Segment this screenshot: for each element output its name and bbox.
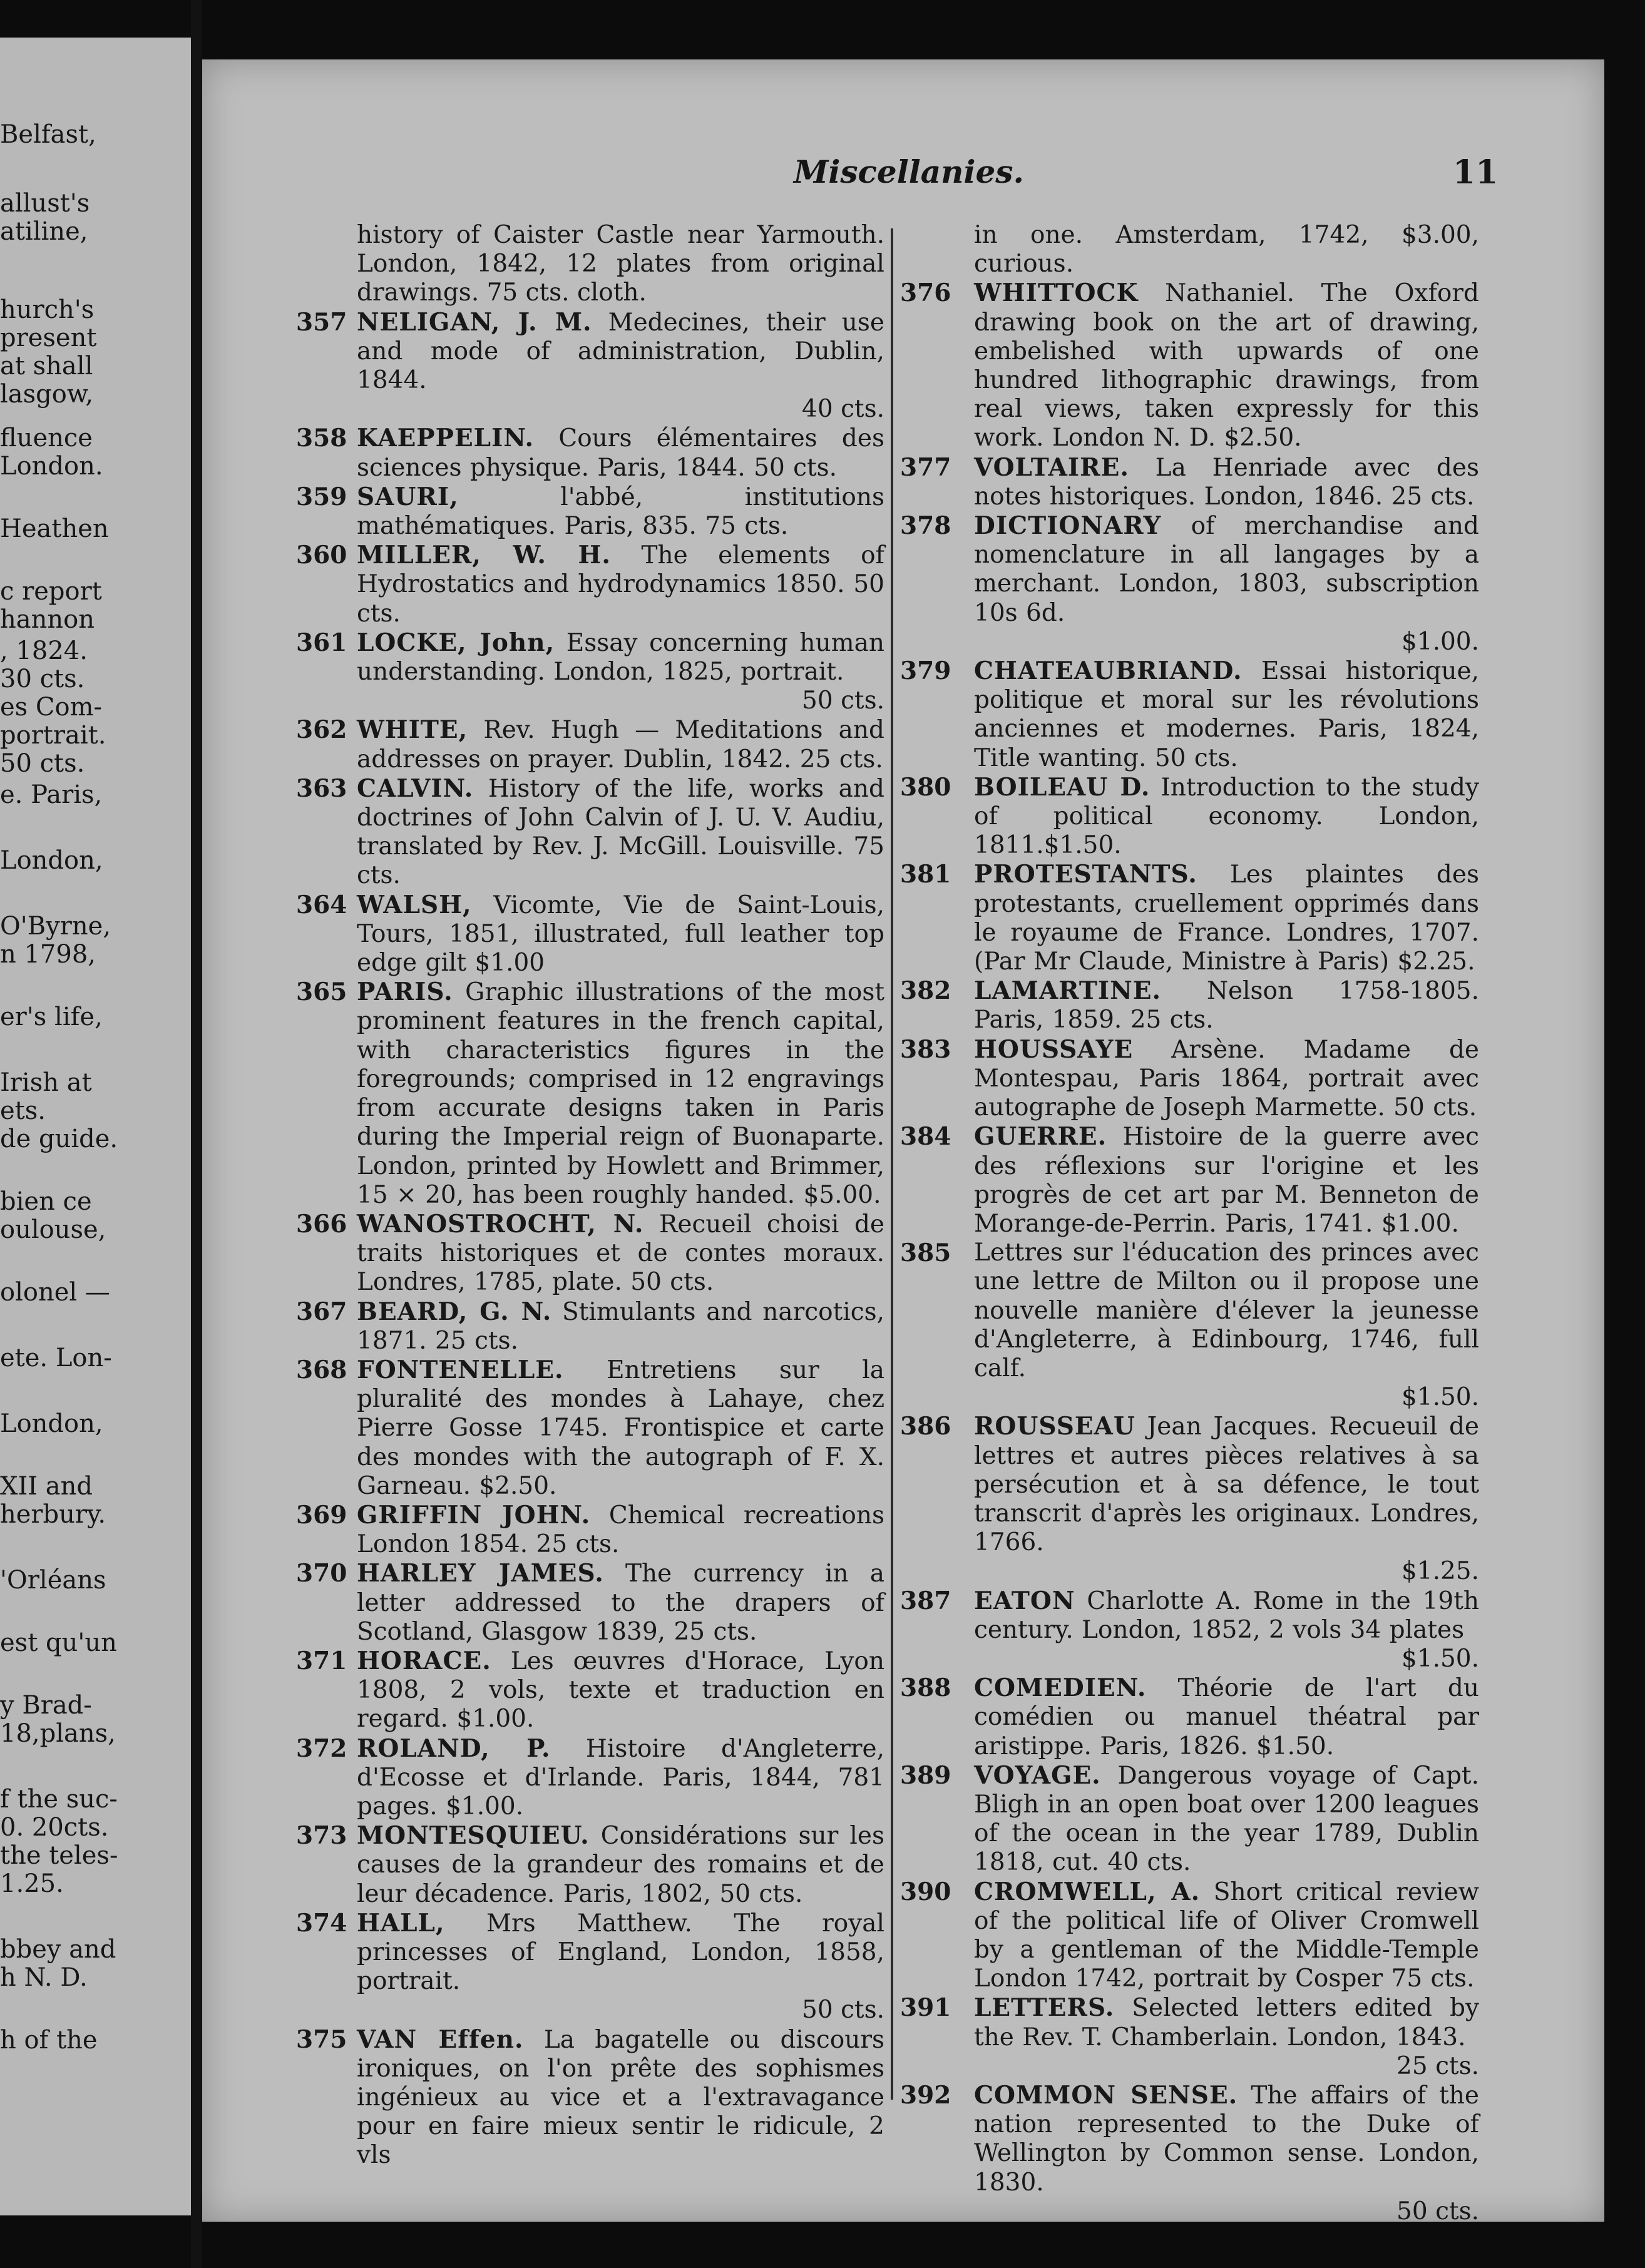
margin-text: the teles- bbox=[0, 1841, 118, 1870]
entry-title: COMEDIEN. bbox=[974, 1673, 1147, 1703]
entry-number: 391 bbox=[900, 1993, 951, 2023]
margin-text: O'Byrne, bbox=[0, 912, 111, 941]
catalogue-entry bbox=[202, 308, 884, 424]
catalogue-entry bbox=[202, 1821, 884, 1909]
entry-title: COMMON SENSE. bbox=[974, 2081, 1238, 2110]
margin-text-fragment bbox=[0, 2025, 191, 2087]
margin-text: Irish at bbox=[0, 1068, 92, 1097]
margin-text: Heathen bbox=[0, 514, 109, 543]
entry-title: HARLEY JAMES. bbox=[357, 1559, 604, 1588]
entry-number: 383 bbox=[900, 1034, 951, 1064]
catalogue-entry bbox=[202, 715, 884, 774]
margin-text-fragment bbox=[0, 939, 191, 1001]
catalogue-entry bbox=[897, 1239, 1479, 1412]
entry-description: Théorie de l'art du comédien ou manuel théatral par aristippe. Paris, 1826. $1.50. bbox=[974, 1674, 1479, 1760]
entry-description: Essay concerning human understanding. London, 1825, portrait. bbox=[357, 628, 884, 687]
catalogue-entry bbox=[897, 1412, 1479, 1586]
entry-body bbox=[974, 453, 1479, 511]
entry-title: MONTESQUIEU. bbox=[357, 1821, 590, 1851]
margin-text: at shall bbox=[0, 352, 93, 381]
entry-description: The elements of Hydrostatics and hydrodynamics 1850. 50 cts. bbox=[357, 541, 884, 628]
margin-text: ets. bbox=[0, 1096, 46, 1125]
entry-body bbox=[357, 2025, 884, 2170]
entry-title: WHITTOCK bbox=[974, 278, 1139, 308]
entry-title: LOCKE, John, bbox=[357, 628, 555, 657]
entry-body bbox=[357, 891, 884, 978]
entry-title: GUERRE. bbox=[974, 1122, 1107, 1152]
catalogue-entry bbox=[202, 1909, 884, 2025]
entry-price: 50 cts. bbox=[802, 1996, 884, 2025]
margin-text-fragment bbox=[0, 1001, 191, 1064]
entry-body bbox=[357, 1501, 884, 1559]
entry-number: 384 bbox=[900, 1122, 951, 1152]
entry-description: Dangerous voyage of Capt. Bligh in an open boat over 1200 leagues of the ocean in the year 1789, Dublin 1818, cut. 40 cts. bbox=[974, 1761, 1479, 1877]
entry-title: CHATEAUBRIAND. bbox=[974, 656, 1243, 686]
entry-number: 368 bbox=[296, 1355, 347, 1384]
entry-number: 382 bbox=[900, 976, 951, 1006]
entry-number: 357 bbox=[296, 307, 347, 337]
entry-body bbox=[974, 976, 1479, 1034]
catalogue-entry bbox=[202, 483, 884, 541]
left-column bbox=[202, 221, 884, 2170]
margin-text-fragment bbox=[0, 119, 191, 181]
margin-text: de guide. bbox=[0, 1125, 118, 1153]
entry-title: BOILEAU D. bbox=[974, 772, 1150, 802]
entry-description: History of the life, works and doctrines of John Calvin of J. U. V. Audiu, translated by Rev. J. McGill. Louisville. 75 cts. bbox=[357, 774, 884, 890]
entry-description: Entretiens sur la pluralité des mondes à Lahaye, chez Pierre Gosse 1745. Frontispice et carte des mondes with the autograph of F. X. Garneau. $2.50. bbox=[357, 1356, 884, 1500]
entry-body bbox=[357, 628, 884, 687]
catalogue-entry bbox=[897, 2081, 1479, 2226]
catalogue-entry bbox=[897, 1761, 1479, 1877]
entry-number: 369 bbox=[296, 1500, 347, 1530]
entry-number: 386 bbox=[900, 1412, 951, 1441]
catalogue-entry bbox=[897, 453, 1479, 511]
margin-text-fragment bbox=[0, 1868, 191, 1931]
margin-text: herbury. bbox=[0, 1500, 106, 1529]
entry-number: 363 bbox=[296, 774, 347, 803]
entry-number: 375 bbox=[296, 2025, 347, 2054]
entry-price: 50 cts. bbox=[802, 687, 884, 715]
margin-text: f the suc- bbox=[0, 1785, 118, 1814]
entry-number: 370 bbox=[296, 1559, 347, 1588]
entry-title: LETTERS. bbox=[974, 1993, 1115, 2023]
entry-description: Charlotte A. Rome in the 19th century. London, 1852, 2 vols 34 plates bbox=[974, 1586, 1479, 1644]
catalogue-entry bbox=[897, 1122, 1479, 1239]
catalogue-entry bbox=[202, 978, 884, 1210]
entry-body bbox=[974, 511, 1479, 628]
entry-title: BEARD, G. N. bbox=[357, 1297, 552, 1326]
catalogue-entry bbox=[202, 1559, 884, 1647]
entry-description: Arsène. Madame de Montespau, Paris 1864, portrait avec autographe de Joseph Marmette. 50 cts. bbox=[974, 1035, 1479, 1122]
catalogue-entry bbox=[202, 1356, 884, 1501]
entry-title: PARIS. bbox=[357, 978, 453, 1007]
entry-body bbox=[357, 1559, 884, 1647]
entry-description: l'abbé, institutions mathématiques. Paris, 835. 75 cts. bbox=[357, 483, 884, 541]
running-head: Miscellanies. bbox=[794, 153, 1024, 190]
entry-number: 378 bbox=[900, 511, 951, 541]
entry-body bbox=[357, 1647, 884, 1734]
entry-description: Stimulants and narcotics, 1871. 25 cts. bbox=[357, 1297, 884, 1355]
entry-description: Mrs Matthew. The royal princesses of England, London, 1858, portrait. bbox=[357, 1909, 884, 1996]
entry-description: Recueil choisi de traits historiques et de contes moraux. Londres, 1785, plate. 50 cts. bbox=[357, 1210, 884, 1297]
entry-body bbox=[357, 1297, 884, 1356]
entry-number: 371 bbox=[296, 1646, 347, 1675]
entry-title: CROMWELL, A. bbox=[974, 1877, 1201, 1906]
catalogue-entry bbox=[897, 1673, 1479, 1761]
margin-text: 1.25. bbox=[0, 1869, 64, 1898]
entry-title: HORACE. bbox=[357, 1646, 491, 1675]
margin-text: London, bbox=[0, 846, 103, 875]
entry-title: ROLAND, P. bbox=[357, 1734, 551, 1763]
right-entry-list bbox=[897, 278, 1479, 2226]
margin-text: lasgow, bbox=[0, 380, 94, 409]
margin-text-fragment bbox=[0, 1277, 191, 1339]
entry-price: $1.50. bbox=[1401, 1383, 1479, 1412]
entry-title: GRIFFIN JOHN. bbox=[357, 1500, 591, 1530]
entry-body bbox=[974, 1673, 1479, 1761]
entry-body bbox=[974, 1993, 1479, 2051]
entry-body bbox=[974, 278, 1479, 452]
margin-text-fragment bbox=[0, 1123, 191, 1186]
catalogue-entry bbox=[202, 774, 884, 891]
catalogue-entry bbox=[202, 891, 884, 978]
margin-text-fragment bbox=[0, 1214, 191, 1277]
entry-title: EATON bbox=[974, 1586, 1075, 1615]
margin-text-fragment bbox=[0, 1718, 191, 1780]
entry-title: HALL, bbox=[357, 1908, 445, 1938]
margin-text: bbey and bbox=[0, 1935, 116, 1964]
entry-body bbox=[357, 1210, 884, 1297]
entry-title: DICTIONARY bbox=[974, 511, 1162, 541]
margin-text: London. bbox=[0, 452, 103, 481]
entry-price: $1.50. bbox=[1401, 1644, 1479, 1673]
catalogue-entry bbox=[202, 1210, 884, 1297]
catalogue-entry bbox=[202, 1734, 884, 1822]
entry-body bbox=[357, 774, 884, 891]
margin-text: h N. D. bbox=[0, 1963, 88, 1992]
left-entry-list bbox=[202, 308, 884, 2170]
margin-text: e. Paris, bbox=[0, 780, 103, 809]
entry-number: 374 bbox=[296, 1908, 347, 1938]
page-header bbox=[202, 153, 1499, 197]
margin-text-fragment bbox=[0, 513, 191, 576]
margin-text: , 1824. bbox=[0, 636, 88, 665]
margin-text-fragment bbox=[0, 1408, 191, 1471]
margin-text: oulouse, bbox=[0, 1215, 106, 1244]
margin-text: XII and bbox=[0, 1472, 93, 1501]
entry-title: VOLTAIRE. bbox=[974, 452, 1129, 482]
margin-text: fluence bbox=[0, 424, 93, 452]
entry-body bbox=[974, 1586, 1479, 1645]
entry-description: Histoire d'Angleterre, d'Ecosse et d'Irlande. Paris, 1844, 781 pages. $1.00. bbox=[357, 1734, 885, 1821]
entry-number: 381 bbox=[900, 860, 951, 889]
catalogue-entry bbox=[897, 773, 1479, 861]
entry-description: Introduction to the study of political economy. London, 1811.$1.50. bbox=[974, 773, 1479, 860]
margin-text: allust's bbox=[0, 189, 90, 218]
margin-text: present bbox=[0, 324, 97, 352]
entry-title: PROTESTANTS. bbox=[974, 860, 1197, 889]
margin-text-fragment bbox=[0, 451, 191, 513]
catalogue-entry bbox=[202, 2025, 884, 2170]
margin-text: er's life, bbox=[0, 1003, 103, 1031]
entry-body bbox=[357, 715, 884, 774]
entry-body bbox=[357, 483, 884, 541]
entry-title: WHITE, bbox=[357, 715, 468, 745]
entry-body bbox=[974, 1239, 1479, 1383]
margin-text-fragment bbox=[0, 1499, 191, 1561]
entry-description: Les œuvres d'Horace, Lyon 1808, 2 vols, texte et traduction en regard. $1.00. bbox=[357, 1647, 884, 1734]
entry-body bbox=[357, 1734, 884, 1822]
margin-text: n 1798, bbox=[0, 940, 96, 969]
right-column bbox=[897, 221, 1479, 2226]
entry-title: HOUSSAYE bbox=[974, 1034, 1134, 1064]
entry-description: Chemical recreations London 1854. 25 cts. bbox=[357, 1501, 884, 1559]
catalogue-entry bbox=[202, 541, 884, 628]
entry-description: Considérations sur les causes de la grandeur des romains et de leur décadence. Paris, 1802, 50 cts. bbox=[357, 1822, 884, 1908]
catalogue-entry bbox=[202, 628, 884, 716]
entry-title: CALVIN. bbox=[357, 774, 474, 803]
entry-description: Les plaintes des protestants, cruellement opprimés dans le royaume de France. Londres, 1707. (Par Mr Claude, Ministre à Paris) $2.25. bbox=[974, 861, 1479, 976]
entry-description: of merchandise and nomenclature in all langages by a merchant. London, 1803, subscription 10s 6d. bbox=[974, 512, 1479, 627]
entry-description: Medecines, their use and mode of administration, Dublin, 1844. bbox=[357, 308, 884, 395]
catalogue-entry bbox=[202, 1297, 884, 1356]
entry-number: 360 bbox=[296, 541, 347, 570]
margin-text-fragment bbox=[0, 779, 191, 842]
entry-description: Nathaniel. The Oxford drawing book on the art of drawing, embelished with upwards of one hundred lithographic drawings, from real views, taken expressly for this work. London N. D. $2.50. bbox=[974, 279, 1479, 452]
entry-number: 365 bbox=[296, 978, 347, 1007]
entry-number: 361 bbox=[296, 628, 347, 657]
entry-body bbox=[974, 860, 1479, 976]
entry-description: Graphic illustrations of the most prominent features in the french capital, with characteristics figures in the foregrounds; comprised in 12 engravings from accurate designs taken in Paris during the Imperial reign of Buonaparte. London, printed by Howlett and Brimmer, 15 × 20, has been roughly handed. $5.00. bbox=[357, 978, 885, 1209]
entry-title: VOYAGE. bbox=[974, 1760, 1101, 1790]
entry-description: The affairs of the nation represented to the Duke of Wellington by Common sense. London, 1830. bbox=[974, 2082, 1480, 2197]
entry-body bbox=[357, 541, 884, 628]
entry-number: 366 bbox=[296, 1209, 347, 1239]
catalogue-page bbox=[202, 59, 1604, 2225]
entry-number: 367 bbox=[296, 1297, 347, 1326]
catalogue-entry bbox=[897, 1035, 1479, 1123]
entry-number: 380 bbox=[900, 772, 951, 802]
margin-text: est qu'un bbox=[0, 1628, 117, 1657]
entry-description: Histoire de la guerre avec des réflexions sur l'origine et les progrès de cet art par M. Benneton de Morange-de-Perrin. Paris, 1741. $1.00. bbox=[974, 1123, 1479, 1238]
entry-number: 376 bbox=[900, 278, 951, 308]
entry-number: 389 bbox=[900, 1760, 951, 1790]
margin-text: 30 cts. bbox=[0, 665, 85, 693]
entry-number: 387 bbox=[900, 1586, 951, 1615]
entry-title: MILLER, W. H. bbox=[357, 541, 611, 570]
entry-number: 364 bbox=[296, 890, 347, 919]
entry-body bbox=[357, 1821, 884, 1909]
entry-title: KAEPPELIN. bbox=[357, 424, 535, 453]
entry-title: WANOSTROCHT, N. bbox=[357, 1209, 644, 1239]
entry-body bbox=[974, 1761, 1479, 1877]
margin-text-fragment bbox=[0, 1342, 191, 1405]
entry-number: 379 bbox=[900, 656, 951, 686]
entry-body bbox=[357, 978, 884, 1210]
entry-body bbox=[974, 656, 1479, 773]
entry-continuation: in one. Amsterdam, 1742, $3.00, curious. bbox=[974, 221, 1479, 278]
margin-text: 18,plans, bbox=[0, 1719, 116, 1748]
entry-body bbox=[974, 1412, 1479, 1557]
margin-text: h of the bbox=[0, 2026, 98, 2055]
entry-price: $1.25. bbox=[1401, 1557, 1479, 1586]
margin-text: 'Orléans bbox=[0, 1566, 106, 1595]
entry-body bbox=[357, 424, 884, 482]
entry-price: 40 cts. bbox=[802, 395, 884, 424]
entry-description: La bagatelle ou discours ironiques, on l'on prête des sophismes ingénieux au vice et a l'extravagance pour en faire mieux sentir le ridicule, 2 vls bbox=[357, 2025, 884, 2170]
entry-body bbox=[974, 773, 1479, 861]
entry-title: SAURI, bbox=[357, 482, 459, 511]
previous-page-fragment bbox=[0, 38, 191, 2215]
catalogue-entry bbox=[202, 1501, 884, 1559]
entry-price: 25 cts. bbox=[1396, 2051, 1479, 2080]
entry-title: FONTENELLE. bbox=[357, 1355, 564, 1384]
entry-number: 359 bbox=[296, 482, 347, 511]
entry-description: Cours élémentaires des sciences physique. Paris, 1844. 50 cts. bbox=[357, 424, 884, 482]
entry-description: La Henriade avec des notes historiques. London, 1846. 25 cts. bbox=[974, 453, 1479, 511]
entry-title: NELIGAN, J. M. bbox=[357, 307, 592, 337]
entry-body bbox=[974, 1122, 1479, 1239]
catalogue-entry bbox=[897, 278, 1479, 452]
entry-number: 372 bbox=[296, 1734, 347, 1763]
catalogue-entry bbox=[897, 976, 1479, 1034]
entry-number: 377 bbox=[900, 452, 951, 482]
margin-text: olonel — bbox=[0, 1278, 110, 1307]
margin-text: c report bbox=[0, 577, 102, 606]
margin-text: hurch's bbox=[0, 295, 95, 324]
entry-title: VAN Effen. bbox=[357, 2025, 524, 2054]
entry-title: ROUSSEAU bbox=[974, 1412, 1135, 1441]
entry-price: 50 cts. bbox=[1396, 2197, 1479, 2225]
catalogue-entry bbox=[897, 511, 1479, 656]
margin-text: ete. Lon- bbox=[0, 1344, 112, 1372]
margin-text: y Brad- bbox=[0, 1691, 92, 1720]
entry-description: Essai historique, politique et moral sur les révolutions anciennes et modernes. Paris, 1824, Title wanting. 50 cts. bbox=[974, 657, 1479, 772]
entry-body bbox=[974, 2081, 1479, 2197]
margin-text: Belfast, bbox=[0, 120, 96, 149]
margin-text: portrait. bbox=[0, 721, 106, 750]
margin-text-fragment bbox=[0, 216, 191, 278]
margin-text: es Com- bbox=[0, 693, 103, 722]
margin-text: bien ce bbox=[0, 1187, 92, 1216]
margin-text: 50 cts. bbox=[0, 749, 85, 778]
catalogue-entry bbox=[897, 860, 1479, 976]
entry-number: 392 bbox=[900, 2081, 951, 2110]
entry-continuation: history of Caister Castle near Yarmouth. London, 1842, 12 plates from original drawings. 75 cts. cloth. bbox=[357, 221, 884, 307]
entry-number: 362 bbox=[296, 715, 347, 745]
entry-body bbox=[974, 1035, 1479, 1123]
catalogue-entry bbox=[897, 1993, 1479, 2081]
entry-body bbox=[357, 1909, 884, 1996]
catalogue-entry bbox=[202, 424, 884, 482]
margin-text: hannon bbox=[0, 605, 95, 634]
margin-text-fragment bbox=[0, 1627, 191, 1690]
column-divider bbox=[891, 228, 893, 2100]
margin-text: London, bbox=[0, 1409, 103, 1438]
entry-price: $1.00. bbox=[1401, 627, 1479, 656]
catalogue-entry bbox=[202, 1647, 884, 1734]
entry-number: 390 bbox=[900, 1877, 951, 1906]
entry-title: LAMARTINE. bbox=[974, 976, 1162, 1006]
entry-description: Lettres sur l'éducation des princes avec une lettre de Milton ou il propose une nouvelle manière d'élever la jeunesse d'Angleterre, à Edinbourg, 1746, full calf. bbox=[974, 1239, 1479, 1382]
page-gutter bbox=[191, 0, 202, 2268]
page-number: 11 bbox=[1453, 153, 1499, 192]
margin-text-fragment bbox=[0, 1565, 191, 1627]
entry-number: 388 bbox=[900, 1673, 951, 1703]
entry-description: Nelson 1758-1805. Paris, 1859. 25 cts. bbox=[974, 977, 1479, 1034]
margin-text-fragment bbox=[0, 1962, 191, 2025]
margin-text-fragment bbox=[0, 845, 191, 907]
entry-description: Selected letters edited by the Rev. T. Chamberlain. London, 1843. bbox=[974, 1994, 1479, 2051]
entry-body bbox=[357, 308, 884, 396]
entry-description: Vicomte, Vie de Saint-Louis, Tours, 1851, illustrated, full leather top edge gilt $1.00 bbox=[357, 891, 884, 978]
entry-description: Jean Jacques. Recueuil de lettres et autres pièces relatives à sa persécution et à sa défence, le tout transcrit d'après les originaux. Londres, 1766. bbox=[974, 1412, 1480, 1557]
entry-title: WALSH, bbox=[357, 890, 472, 919]
catalogue-entry bbox=[897, 656, 1479, 773]
entry-number: 358 bbox=[296, 424, 347, 453]
entry-description: Short critical review of the political life of Oliver Cromwell by a gentleman of the Middle-Temple London 1742, portrait by Cosper 75 cts. bbox=[974, 1877, 1479, 1993]
entry-body bbox=[974, 1877, 1479, 1994]
catalogue-entry bbox=[897, 1877, 1479, 1994]
entry-number: 385 bbox=[900, 1239, 951, 1268]
entry-number: 373 bbox=[296, 1821, 347, 1851]
entry-description: The currency in a letter addressed to the drapers of Scotland, Glasgow 1839, 25 cts. bbox=[357, 1560, 884, 1646]
entry-description: Rev. Hugh — Meditations and addresses on prayer. Dublin, 1842. 25 cts. bbox=[357, 716, 884, 774]
entry-body bbox=[357, 1356, 884, 1501]
margin-text: atiline, bbox=[0, 217, 88, 246]
margin-text: 0. 20cts. bbox=[0, 1813, 109, 1842]
catalogue-entry bbox=[897, 1586, 1479, 1674]
